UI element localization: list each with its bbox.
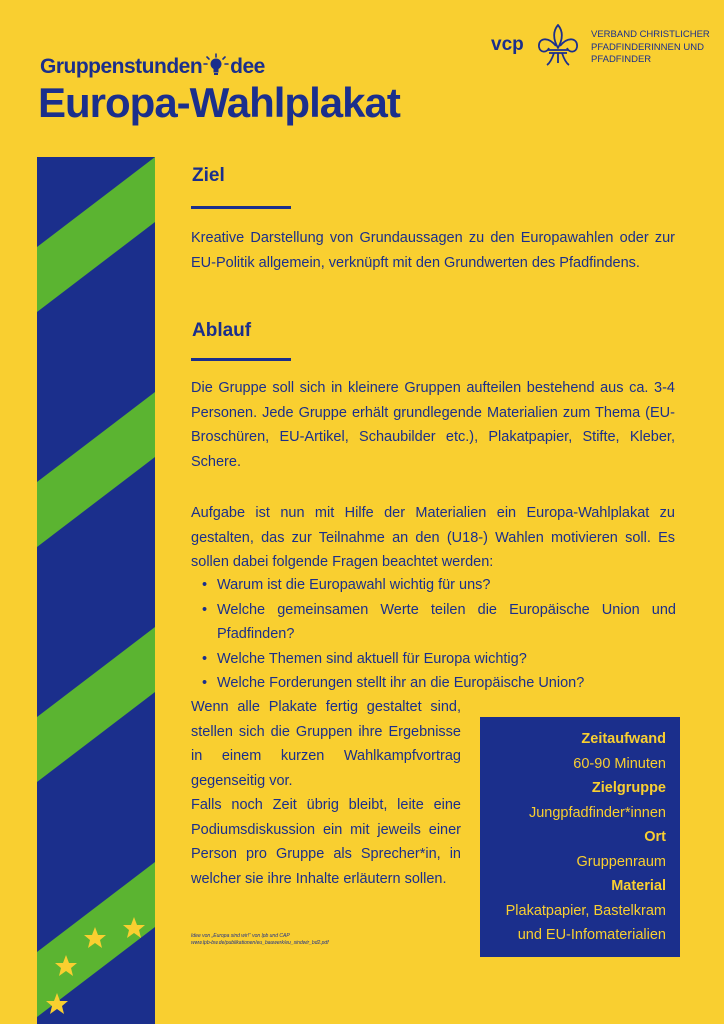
credit-line: Idee von „Europa sind wir!“ von lpb und CAP: [191, 933, 290, 939]
diagonal-stripe-band: [37, 157, 155, 1024]
source-credit: [191, 933, 391, 947]
list-item: • Welche Themen sind aktuell für Europa wichtig?: [202, 647, 676, 672]
section-rule: [191, 206, 291, 209]
list-item: • Welche gemeinsamen Werte teilen die Europäische Union und Pfadfinden?: [202, 598, 676, 647]
series-title: [40, 53, 265, 79]
info-label-time: Zeitaufwand: [581, 731, 666, 747]
section-rule: [191, 358, 291, 361]
page-title: Europa-Wahlplakat: [38, 79, 400, 126]
logo-abbreviation: vcp: [491, 34, 524, 55]
series-suffix: dee: [230, 55, 265, 78]
ablauf-paragraph: Falls noch Zeit übrig bleibt, leite eine Podiumsdiskussion ein mit jeweils einer Person pro Gruppe als Sprecher*in, in welcher sie ihre Inhalte erläutern sollen.: [191, 797, 461, 887]
ablauf-paragraph: Wenn alle Plakate fertig gestaltet sind, stellen sich die Gruppen ihre Ergebnisse in einem kurzen Wahlkampfvortrag gegenseitig vor.: [191, 699, 461, 789]
section-heading-ziel: Ziel: [192, 165, 225, 186]
info-value-time: 60-90 Minuten: [573, 755, 666, 772]
fleur-de-lis-icon: [534, 22, 582, 68]
section-heading-ablauf: Ablauf: [192, 320, 252, 341]
logo-org-line: PFADFINDER: [591, 54, 652, 65]
list-item: • Warum ist die Europawahl wichtig für uns?: [202, 573, 676, 598]
info-box: [480, 717, 680, 957]
info-value-group: Jungpfadfinder*innen: [528, 804, 666, 821]
credit-url: www.lpb-bw.de/publikationen/eu_bauwerk/eu_sindwir_bd2.pdf: [191, 940, 329, 946]
ablauf-paragraph: Die Gruppe soll sich in kleinere Gruppen aufteilen bestehend aus ca. 3-4 Personen. Jede Gruppe erhält grundlegende Materialien zum Thema (EU-Broschüren, EU-Artikel, Schaubilder etc.), Plakatpapier, Stifte, Kleber, Schere.: [191, 380, 675, 470]
info-value-material: und EU-Infomaterialien: [517, 927, 666, 943]
lightbulb-icon: [202, 53, 230, 77]
info-label-place: Ort: [644, 829, 666, 845]
info-value-place: Gruppenraum: [576, 853, 666, 870]
logo-org-line: PFADFINDERINNEN UND: [591, 41, 704, 53]
ziel-text: Kreative Darstellung von Grundaussagen zu den Europawahlen oder zur EU-Politik allgemein, verknüpft mit den Grundwerten des Pfadfindens.: [191, 230, 675, 271]
logo-organisation-name: [591, 29, 721, 67]
info-label-group: Zielgruppe: [591, 780, 666, 796]
logo-org-line: VERBAND CHRISTLICHER: [591, 29, 710, 40]
info-value-material: Plakatpapier, Bastelkram: [505, 902, 666, 919]
question-list: [202, 573, 676, 696]
series-prefix: Gruppenstunden: [40, 55, 203, 78]
ablauf-paragraph: Aufgabe ist nun mit Hilfe der Materialien ein Europa-Wahlplakat zu gestalten, das zur Teilnahme an den (U18-) Wahlen motivieren soll. Es sollen dabei folgende Fragen beachtet werden:: [191, 505, 675, 570]
info-label-material: Material: [611, 878, 666, 894]
list-item: • Welche Forderungen stellt ihr an die Europäische Union?: [202, 671, 676, 696]
